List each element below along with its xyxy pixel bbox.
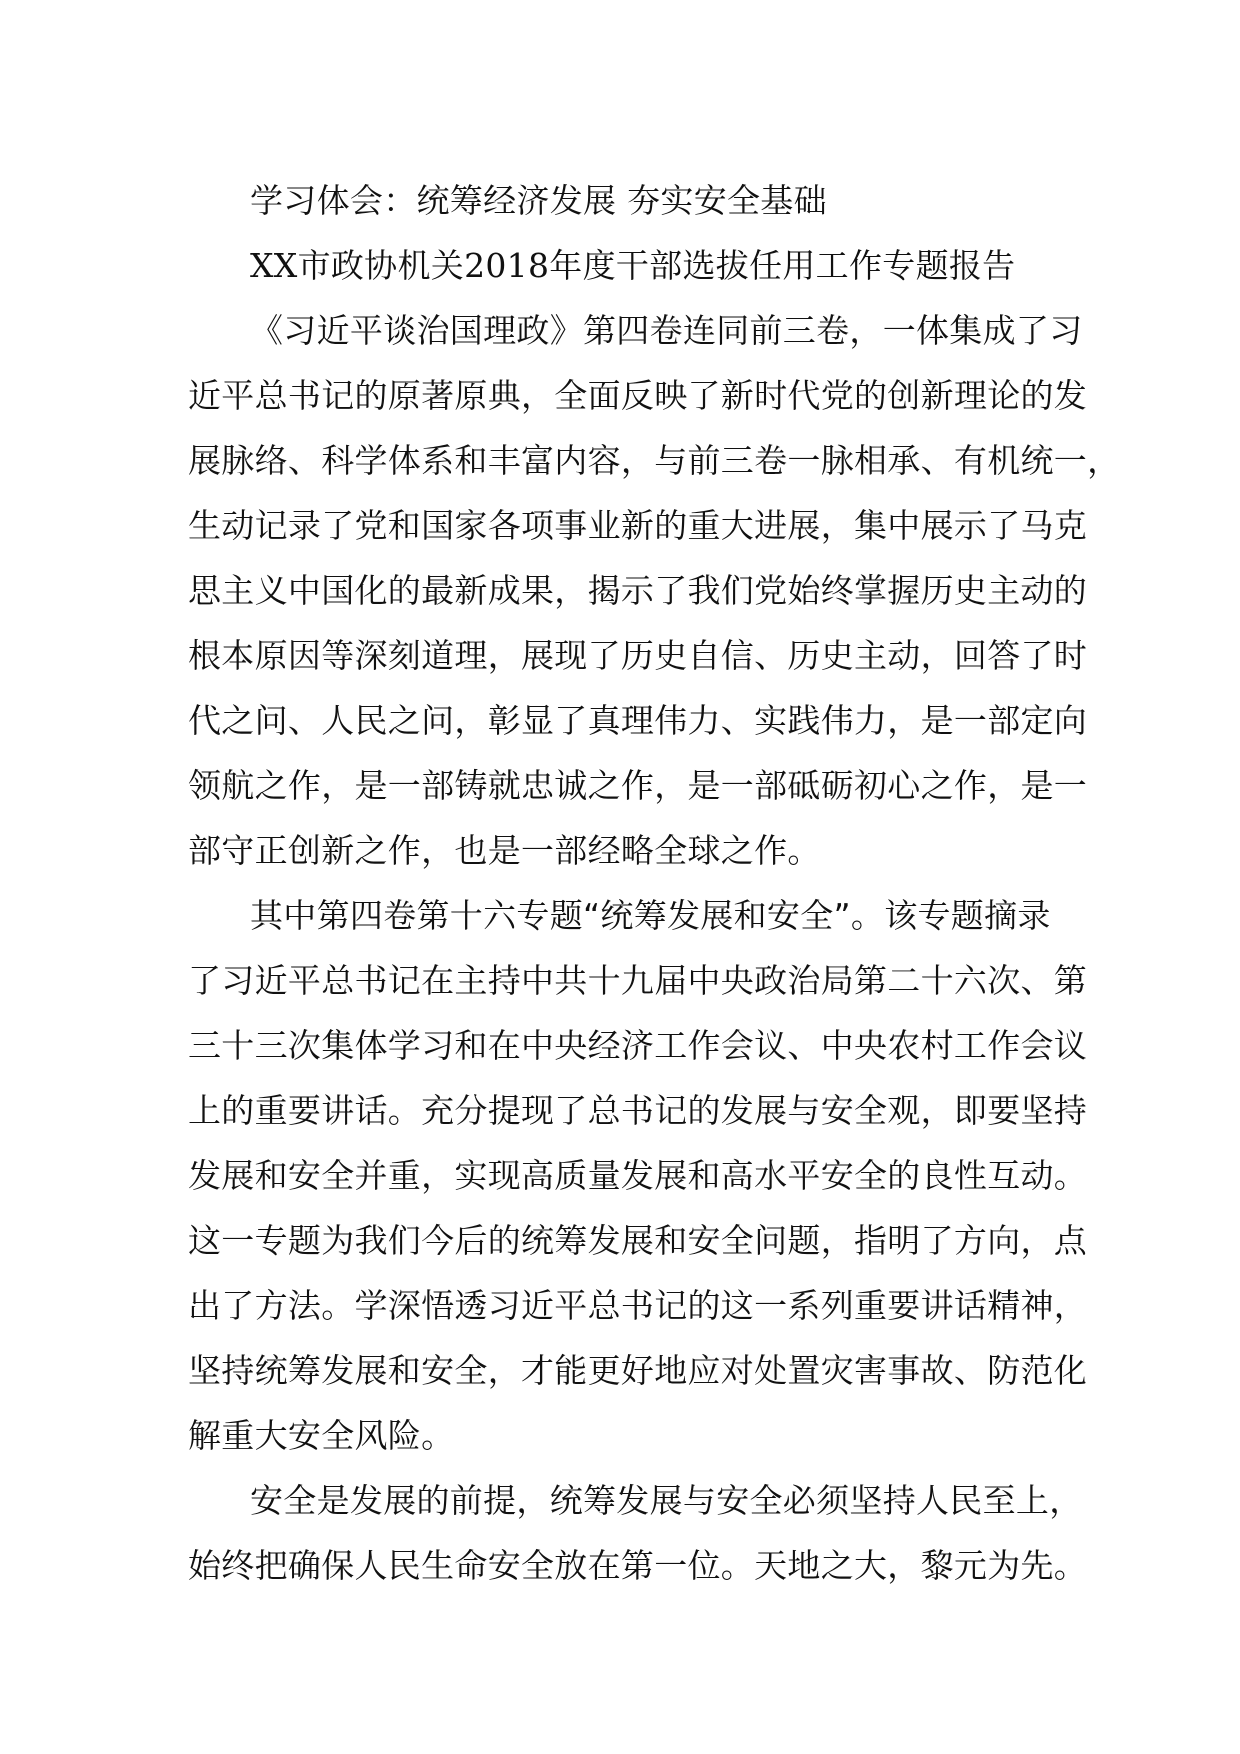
document-subtitle: XX市政协机关2018年度干部选拔任用工作专题报告 [250, 246, 1016, 285]
paragraph-line: 解重大安全风险。 [188, 1416, 455, 1455]
paragraph-line: 近平总书记的原著原典，全面反映了新时代党的创新理论的发 [188, 376, 1088, 415]
paragraph-2 [188, 883, 1088, 1468]
paragraph-line: 部守正创新之作，也是一部经略全球之作。 [188, 831, 821, 870]
paragraph-line: 上的重要讲话。充分提现了总书记的发展与安全观，即要坚持 [188, 1091, 1088, 1130]
paragraph-line: 根本原因等深刻道理，展现了历史自信、历史主动，回答了时 [188, 636, 1088, 675]
paragraph-line: 思主义中国化的最新成果，揭示了我们党始终掌握历史主动的 [188, 571, 1088, 610]
paragraph-line: 发展和安全并重，实现高质量发展和高水平安全的良性互动。 [188, 1156, 1088, 1195]
paragraph-line: 安全是发展的前提，统筹发展与安全必须坚持人民至上， [250, 1481, 1083, 1520]
paragraph-line: 这一专题为我们今后的统筹发展和安全问题，指明了方向，点 [188, 1221, 1088, 1260]
paragraph-line: 领航之作，是一部铸就忠诚之作，是一部砥砺初心之作，是一 [188, 766, 1088, 805]
document-title: 学习体会：统筹经济发展 夯实安全基础 [250, 181, 827, 220]
paragraph-line: 《习近平谈治国理政》第四卷连同前三卷，一体集成了习 [250, 311, 1083, 350]
paragraph-line: 坚持统筹发展和安全，才能更好地应对处置灾害事故、防范化 [188, 1351, 1088, 1390]
paragraph-line: 其中第四卷第十六专题“统筹发展和安全”。该专题摘录 [250, 896, 1051, 935]
paragraph-line: 生动记录了党和国家各项事业新的重大进展，集中展示了马克 [188, 506, 1088, 545]
paragraph-line: 展脉络、科学体系和丰富内容，与前三卷一脉相承、有机统一， [188, 441, 1121, 480]
paragraph-3 [188, 1468, 1088, 1598]
paragraph-1 [188, 298, 1121, 883]
paragraph-line: 代之问、人民之问，彰显了真理伟力、实践伟力，是一部定向 [188, 701, 1088, 740]
paragraph-line: 了习近平总书记在主持中共十九届中央政治局第二十六次、第 [188, 961, 1088, 1000]
document-body [188, 168, 1121, 1598]
paragraph-line: 出了方法。学深悟透习近平总书记的这一系列重要讲话精神， [188, 1286, 1088, 1325]
paragraph-line: 始终把确保人民生命安全放在第一位。天地之大，黎元为先。 [188, 1546, 1088, 1585]
paragraph-line: 三十三次集体学习和在中央经济工作会议、中央农村工作会议 [188, 1026, 1088, 1065]
